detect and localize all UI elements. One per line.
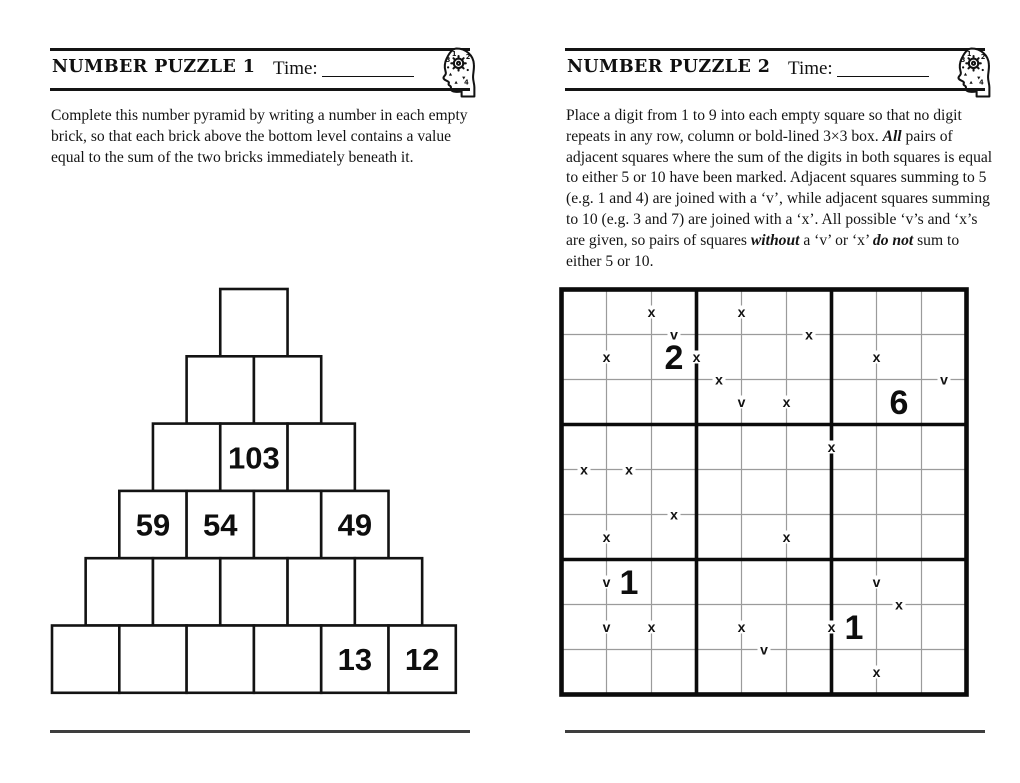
sum-marker-x: x [670, 506, 678, 523]
sum-marker-x: x [782, 528, 791, 545]
sum-marker-v: v [737, 393, 746, 410]
pyramid-cell-r5c4[interactable] [288, 558, 355, 625]
svg-text:2: 2 [465, 53, 471, 62]
sudoku-cell-r6c1[interactable] [562, 515, 607, 560]
sudoku-cell-r3c6[interactable] [787, 380, 832, 425]
sum-marker-x: x [602, 348, 611, 365]
sum-marker-v: v [670, 326, 678, 343]
svg-text:3: 3 [445, 55, 451, 64]
sudoku-cell-r6c9[interactable] [922, 515, 967, 560]
sum-marker-x: x [827, 438, 836, 455]
sudoku-cell-r9c9[interactable] [922, 650, 967, 695]
body-text: a ‘v’ or ‘x’ [799, 231, 873, 249]
sudoku-cell-r7c4[interactable] [697, 560, 742, 605]
pyramid-cell-r5c5[interactable] [355, 558, 422, 625]
sudoku-cell-r8c9[interactable] [922, 605, 967, 650]
svg-text:1: 1 [451, 50, 457, 59]
sudoku-given-number: 2 [664, 339, 684, 377]
pyramid-given-number: 59 [135, 507, 171, 543]
sum-marker-x: x [827, 618, 836, 635]
sudoku-cell-r3c2[interactable] [607, 380, 652, 425]
sudoku-cell-r6c6[interactable] [787, 515, 832, 560]
sum-marker-x: x [625, 461, 633, 478]
sudoku-cell-r9c3[interactable] [652, 650, 697, 695]
emphasized-text: All [882, 127, 902, 145]
sudoku-cell-r4c5[interactable] [742, 425, 787, 470]
puzzle-title: NUMBER PUZZLE 1 [52, 57, 256, 77]
sudoku-cell-r1c8[interactable] [877, 290, 922, 335]
svg-text:4: 4 [464, 78, 469, 87]
sudoku-cell-r1c4[interactable] [697, 290, 742, 335]
time-label: Time: [273, 58, 318, 79]
instructions-text [566, 106, 994, 272]
pyramid-given-number: 54 [203, 507, 238, 543]
time-blank-field[interactable] [837, 58, 929, 77]
sum-marker-x: x [715, 371, 723, 388]
pyramid-cell-r3c3[interactable] [288, 424, 355, 491]
sum-marker-x: x [692, 348, 701, 365]
sudoku-cell-r4c9[interactable] [922, 425, 967, 470]
sudoku-cell-r1c2[interactable] [607, 290, 652, 335]
sum-marker-x: x [580, 461, 588, 478]
sum-marker-x: x [647, 618, 656, 635]
pyramid-cell-r5c1[interactable] [86, 558, 153, 625]
sudoku-cell-r7c6[interactable] [787, 560, 832, 605]
sudoku-cell-r4c7[interactable] [832, 425, 877, 470]
sudoku-cell-r5c4[interactable] [697, 470, 742, 515]
sudoku-cell-r4c4[interactable] [697, 425, 742, 470]
pyramid-cell-r5c2[interactable] [153, 558, 220, 625]
time-label: Time: [788, 58, 833, 79]
header-top-rule [50, 48, 470, 51]
header-top-rule [565, 48, 985, 51]
body-text: pairs of adjacent squares where the sum of the digits in both squares is equal to either 5 or 10 have been marked. Adjacent squares summing to 5 (e.g. 1 and 4) are joined with a ‘v’, while adjacent squares summing to 10 (e.g. 3 and 7) are joined with a ‘x’. All possible ‘v’s and ‘x’s are given, so pairs of squares [566, 127, 993, 249]
pyramid-given-number: 13 [337, 642, 373, 678]
instructions-text [51, 106, 479, 168]
pyramid-cell-r6c2[interactable] [119, 626, 186, 693]
sudoku-cell-r6c7[interactable] [832, 515, 877, 560]
pyramid-cell-r5c3[interactable] [220, 558, 287, 625]
pyramid-given-number: 12 [404, 642, 440, 678]
time-blank-field[interactable] [322, 58, 414, 77]
pyramid-cell-r1c1[interactable] [220, 289, 287, 356]
pyramid-cell-r4c3[interactable] [254, 491, 321, 558]
sudoku-cell-r8c6[interactable] [787, 605, 832, 650]
pyramid-cell-r3c1[interactable] [153, 424, 220, 491]
sudoku-cell-r9c1[interactable] [562, 650, 607, 695]
sudoku-cell-r2c7[interactable] [832, 335, 877, 380]
sudoku-cell-r1c7[interactable] [832, 290, 877, 335]
sudoku-given-number: 1 [619, 564, 639, 602]
sudoku-cell-r1c5[interactable] [742, 290, 787, 335]
sudoku-cell-r8c3[interactable] [652, 605, 697, 650]
sudoku-given-number: 6 [889, 384, 909, 422]
svg-text:2: 2 [980, 53, 986, 62]
sum-marker-x: x [647, 303, 656, 320]
sudoku-cell-r7c3[interactable] [652, 560, 697, 605]
sudoku-cell-r8c1[interactable] [562, 605, 607, 650]
sum-marker-v: v [940, 371, 948, 388]
sum-marker-x: x [602, 528, 611, 545]
sudoku-cell-r3c3[interactable] [652, 380, 697, 425]
pyramid-given-number: 103 [228, 440, 280, 476]
sudoku-cell-r2c1[interactable] [562, 335, 607, 380]
sum-marker-x: x [872, 348, 881, 365]
puzzle-2-panel [565, 0, 993, 783]
sudoku-cell-r5c7[interactable] [832, 470, 877, 515]
pyramid-cell-r6c1[interactable] [52, 626, 119, 693]
pyramid-cell-r2c2[interactable] [254, 356, 321, 423]
sudoku-cell-r1c1[interactable] [562, 290, 607, 335]
puzzle-title: NUMBER PUZZLE 2 [567, 57, 771, 77]
sum-marker-v: v [602, 618, 611, 635]
sudoku-cell-r6c4[interactable] [697, 515, 742, 560]
sudoku-cell-r3c7[interactable] [832, 380, 877, 425]
sum-marker-x: x [872, 663, 881, 680]
sudoku-cell-r2c2[interactable] [607, 335, 652, 380]
sudoku-cell-r6c8[interactable] [877, 515, 922, 560]
sudoku-cell-r2c8[interactable] [877, 335, 922, 380]
sudoku-cell-r4c8[interactable] [877, 425, 922, 470]
pyramid-grid [50, 287, 458, 696]
sum-marker-v: v [872, 573, 881, 590]
header-bottom-rule [565, 88, 985, 91]
sudoku-cell-r7c9[interactable] [922, 560, 967, 605]
emphasized-text: without [750, 231, 800, 249]
sudoku-cell-r9c2[interactable] [607, 650, 652, 695]
sum-marker-x: x [895, 596, 903, 613]
sudoku-cell-r8c2[interactable] [607, 605, 652, 650]
footer-rule [565, 730, 985, 733]
header-bottom-rule [50, 88, 470, 91]
sum-marker-x: x [782, 393, 791, 410]
emphasized-text: do not [872, 231, 914, 249]
sudoku-cell-r9c8[interactable] [877, 650, 922, 695]
pyramid-cell-r6c4[interactable] [254, 626, 321, 693]
sudoku-cell-r1c9[interactable] [922, 290, 967, 335]
body-text: Place a digit from 1 to 9 into each empty square so that no digit repeats in any row, column or bold-lined 3×3 box. [566, 107, 962, 145]
sudoku-cell-r6c5[interactable] [742, 515, 787, 560]
sudoku-given-number: 1 [844, 609, 864, 647]
sudoku-cell-r4c6[interactable] [787, 425, 832, 470]
footer-rule [50, 730, 470, 733]
sum-marker-v: v [760, 641, 768, 658]
body-text: sum to either 5 or 10. [566, 231, 960, 270]
sudoku-cell-r7c1[interactable] [562, 560, 607, 605]
sudoku-cell-r2c5[interactable] [742, 335, 787, 380]
sudoku-cell-r9c6[interactable] [787, 650, 832, 695]
pyramid-given-number: 49 [337, 507, 373, 543]
sudoku-cell-r6c2[interactable] [607, 515, 652, 560]
svg-text:1: 1 [966, 50, 972, 59]
sudoku-cell-r9c4[interactable] [697, 650, 742, 695]
puzzle-1-panel [50, 0, 470, 783]
body-text: Complete this number pyramid by writing a number in each empty brick, so that each brick above the bottom level contains a value equal to the sum of the two bricks immediately beneath it. [51, 107, 468, 166]
sudoku-cell-r7c7[interactable] [832, 560, 877, 605]
sum-marker-x: x [737, 303, 746, 320]
svg-text:4: 4 [979, 78, 984, 87]
sudoku-cell-r3c5[interactable] [742, 380, 787, 425]
sum-marker-x: x [805, 326, 813, 343]
sum-marker-x: x [737, 618, 746, 635]
sudoku-cell-r9c7[interactable] [832, 650, 877, 695]
sudoku-cell-r7c5[interactable] [742, 560, 787, 605]
sudoku-cell-r5c5[interactable] [742, 470, 787, 515]
sudoku-grid [558, 286, 970, 698]
svg-text:3: 3 [960, 55, 966, 64]
sudoku-cell-r4c3[interactable] [652, 425, 697, 470]
sudoku-cell-r5c6[interactable] [787, 470, 832, 515]
sudoku-cell-r8c4[interactable] [697, 605, 742, 650]
sum-marker-v: v [602, 573, 611, 590]
sudoku-cell-r5c9[interactable] [922, 470, 967, 515]
sudoku-cell-r3c1[interactable] [562, 380, 607, 425]
sudoku-cell-r5c8[interactable] [877, 470, 922, 515]
pyramid-cell-r2c1[interactable] [187, 356, 254, 423]
pyramid-cell-r6c3[interactable] [187, 626, 254, 693]
